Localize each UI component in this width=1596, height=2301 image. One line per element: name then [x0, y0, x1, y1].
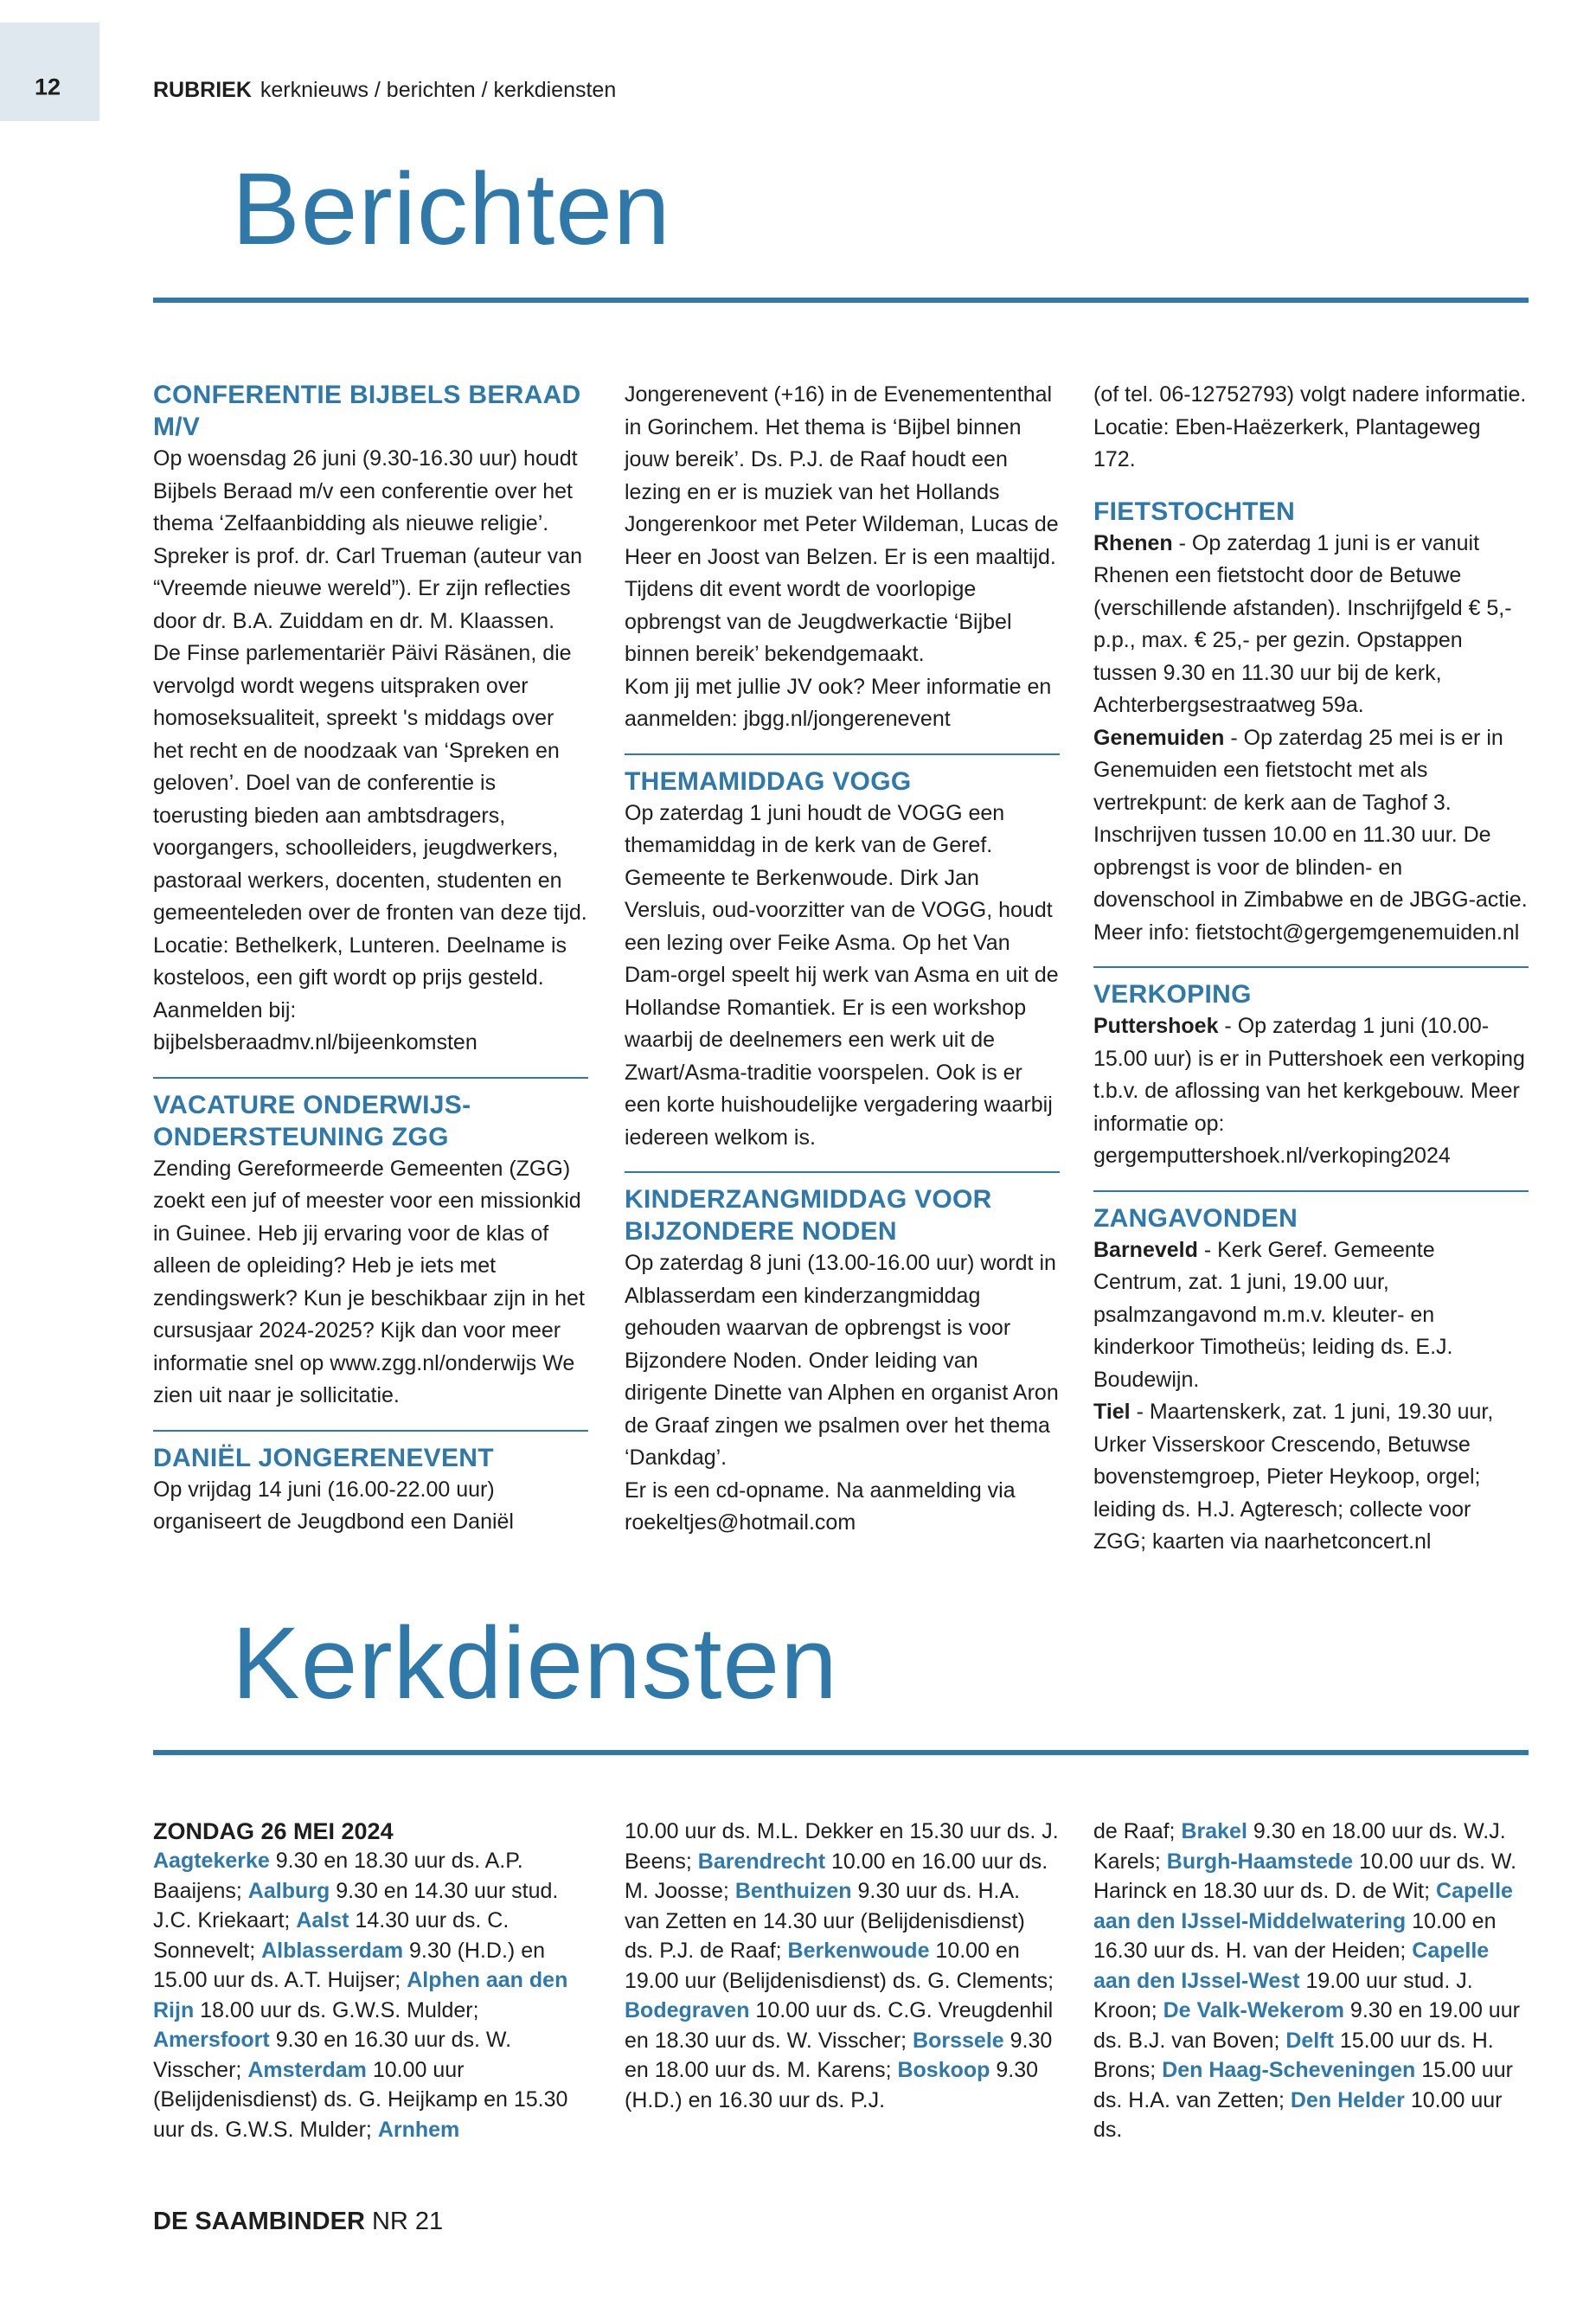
service-details: 10.00 uur (Belijdenisdienst) ds. G. Heijkamp en 15.30 uur ds. G.W.S. Mulder;: [153, 2057, 568, 2142]
service-details: 15.00 uur ds. H.A. van Zetten;: [1093, 2058, 1513, 2112]
kerkdiensten-rule: [153, 1750, 1529, 1755]
publication-name: DE SAAMBINDER: [153, 2208, 365, 2235]
text-kinderzang-1: Op zaterdag 8 juni (13.00-16.00 uur) wordt in Alblasserdam een kinderzangmiddag gehouden waarvan de opbrengst is voor Bijzondere Noden. Onder leiding van dirigente Dinette van Alphen en organist Aron de Graaf zingen we psalmen over het thema ‘Dankdag’.: [625, 1251, 1059, 1470]
text-zangavonden-tiel: [1093, 1396, 1529, 1559]
kerkdiensten-title: Kerkdiensten: [232, 1606, 838, 1721]
service-city: Amsterdam: [247, 2057, 367, 2082]
service-city: Delft: [1285, 2028, 1334, 2053]
service-city: Den Helder: [1290, 2087, 1405, 2112]
service-details: 9.30 en 18.00 uur ds. W.J. Karels;: [1093, 1819, 1506, 1874]
service-city: Alphen aan den Rijn: [153, 1968, 568, 2022]
service-city: Amersfoort: [153, 2028, 270, 2052]
service-details: 10.00 uur ds. C.G. Vreugdenhil en 18.30 uur ds. W. Visscher;: [625, 1998, 1054, 2053]
service-details: 18.00 uur ds. G.W.S. Mulder;: [194, 1997, 479, 2022]
service-details: 9.30 en 18.00 uur ds. M. Karens;: [625, 2028, 1053, 2082]
heading-vacature: VACATURE ONDERWIJS-ONDERSTEUNING ZGG: [153, 1090, 471, 1151]
text-daniel: Op vrijdag 14 juni (16.00-22.00 uur) organiseert de Jeugdbond een Daniël: [153, 1477, 514, 1534]
issue-number: NR 21: [371, 2208, 444, 2235]
text-kinderzang-2: Er is een cd-opname. Na aanmelding via roekeltjes@hotmail.com: [625, 1477, 1016, 1535]
service-city: Boskoop: [897, 2058, 990, 2082]
service-city: Aalst: [296, 1908, 349, 1932]
service-details: 9.30 en 16.30 uur ds. W. Visscher;: [153, 2028, 512, 2082]
text-fietstochten-rhenen: [1093, 528, 1529, 722]
place-puttershoek: Puttershoek: [1093, 1014, 1219, 1038]
service-list-2: [625, 1817, 1060, 2115]
divider: [1093, 1190, 1529, 1192]
divider: [625, 753, 1060, 755]
heading-kinderzang: KINDERZANGMIDDAG VOOR BIJZONDERE NODEN: [625, 1185, 992, 1246]
berichten-column-3: [1093, 379, 1529, 1559]
detail-barneveld: - Kerk Geref. Gemeente Centrum, zat. 1 juni, 19.00 uur, psalmzangavond m.m.v. kleuter- en kinderkoor Timotheüs; leiding ds. E.J. Boudewijn.: [1093, 1237, 1453, 1392]
service-city: Den Haag-Scheveningen: [1162, 2058, 1416, 2082]
service-details: 19.00 uur stud. J. Kroon;: [1093, 1968, 1473, 2022]
service-details: de Raaf;: [1093, 1819, 1182, 1843]
heading-verkoping: VERKOPING: [1093, 980, 1252, 1009]
divider: [153, 1077, 588, 1079]
text-kinderzang-continued: (of tel. 06-12752793) volgt nadere informatie. Locatie: Eben-Haëzerkerk, Plantageweg 172.: [1093, 382, 1527, 471]
place-barneveld: Barneveld: [1093, 1237, 1198, 1262]
service-details: 10.00 uur ds.: [1093, 2087, 1503, 2142]
text-daniel-continued-1: Jongerenevent (+16) in de Evenemententhal in Gorinchem. Het thema is ‘Bijbel binnen jouw bereik’. Ds. P.J. de Raaf houdt een lezing en er is muziek van het Hollands Jongerenkoor met Peter Wildeman, Lucas de Heer en Joost van Belzen. Er is een maaltijd. Tijdens dit event wordt de voorlopige opbrengst van de Jeugdwerkactie ‘Bijbel binnen bereik’ bekendgemaakt.: [625, 382, 1059, 666]
text-themamiddag: Op zaterdag 1 juni houdt de VOGG een themamiddag in de kerk van de Geref. Gemeente te Berkenwoude. Dirk Jan Versluis, oud-voorzitter van de VOGG, houdt een lezing over Feike Asma. Op het Van Dam-orgel speelt hij werk van Asma en uit de Hollandse Romantiek. Er is een workshop waarbij de deelnemers een werk uit de Zwart/Asma-traditie voorspelen. Ook is er een korte huishoudelijke vergadering waarbij iedereen welkom is.: [625, 800, 1059, 1150]
service-date: ZONDAG 26 MEI 2024: [153, 1818, 394, 1844]
detail-tiel: - Maartenskerk, zat. 1 juni, 19.30 uur, Urker Visserskoor Crescendo, Betuwse bovenstemgroep, Pieter Heykoop, orgel; leiding ds. H.J. Agteresch; collecte voor ZGG; kaarten via naarhetconcert.nl: [1093, 1400, 1494, 1554]
detail-puttershoek: - Op zaterdag 1 juni (10.00-15.00 uur) is er in Puttershoek een verkoping t.b.v. de aflossing van het kerkgebouw. Meer informatie op: gergemputtershoek.nl/verkoping2024: [1093, 1014, 1525, 1168]
publication-footer: [153, 2208, 443, 2236]
berichten-column-1: [153, 379, 588, 1539]
page-number: 12: [34, 74, 61, 100]
service-city: Borssele: [913, 2028, 1004, 2053]
detail-genemuiden: - Op zaterdag 25 mei is er in Genemuiden een fietstocht met als vertrekpunt: de kerk aan de Taghof 3. Inschrijven tussen 10.00 en 11.30 uur. De opbrengst is voor de blinden- en dovenschool in Zimbabwe en de JBGG-actie. Meer info: fietstocht@gergemgenemuiden.nl: [1093, 725, 1528, 945]
text-zangavonden-barneveld: [1093, 1234, 1529, 1397]
kerkdiensten-column-3: [1093, 1817, 1529, 2145]
place-genemuiden: Genemuiden: [1093, 725, 1225, 750]
service-details: 10.00 en 19.00 uur (Belijdenisdienst) ds. G. Clements;: [625, 1939, 1054, 1993]
berichten-title: Berichten: [232, 152, 671, 266]
text-vacature: Zending Gereformeerde Gemeenten (ZGG) zoekt een juf of meester voor een missionkid in Guinee. Heb jij ervaring voor de klas of alleen de opleiding? Heb je iets met zendingswerk? Kun je beschikbaar zijn in het cursusjaar 2024-2025? Kijk dan voor meer informatie snel op www.zgg.nl/onderwijs We zien uit naar je sollicitatie.: [153, 1156, 585, 1407]
service-details: 9.30 en 19.00 uur ds. B.J. van Boven;: [1093, 1998, 1520, 2053]
kerkdiensten-column-1: [153, 1817, 588, 2144]
service-city: Aalburg: [247, 1878, 330, 1903]
text-fietstochten-genemuiden: [1093, 722, 1529, 950]
heading-zangavonden: ZANGAVONDEN: [1093, 1203, 1298, 1233]
service-details: 10.00 en 16.30 uur ds. H. van der Heiden;: [1093, 1908, 1497, 1963]
service-details: 10.00 uur ds. M.L. Dekker en 15.30 uur ds. J. Beens;: [625, 1819, 1059, 1874]
service-city: Capelle aan den IJssel-Middelwatering: [1093, 1879, 1513, 1933]
heading-themamiddag: THEMAMIDDAG VOGG: [625, 766, 912, 796]
service-details: 9.30 (H.D.) en 16.30 uur ds. P.J.: [625, 2058, 1039, 2112]
service-city: Capelle aan den IJssel-West: [1093, 1939, 1490, 1993]
service-city: Bodegraven: [625, 1998, 750, 2022]
service-details: 9.30 en 14.30 uur stud. J.C. Kriekaart;: [153, 1878, 559, 1932]
service-city: Alblasserdam: [261, 1938, 404, 1963]
service-details: 15.00 uur ds. H. Brons;: [1093, 2028, 1494, 2082]
text-verkoping: [1093, 1010, 1529, 1173]
text-conferentie: Op woensdag 26 juni (9.30-16.30 uur) houdt Bijbels Beraad m/v een conferentie over het thema ‘Zelfaanbidding als nieuwe religie’. Spreker is prof. dr. Carl Trueman (auteur van “Vreemde nieuwe wereld”). Er zijn reflecties door dr. B.A. Zuiddam en dr. M. Klaassen. De Finse parlementariër Päivi Räsänen, die vervolgd wordt wegens uitspraken over homoseksualiteit, spreekt 's middags over het recht en de noodzaak van ‘Spreken en geloven’. Doel van de conferentie is toerusting bieden aan ambtsdragers, voorgangers, schoolleiders, jeugdwerkers, pastoraal werkers, docenten, studenten en gemeenteleden over de fronten van deze tijd. Locatie: Bethelkerk, Lunteren. Deelname is kosteloos, een gift wordt op prijs gesteld. Aanmelden bij: bijbelsberaadmv.nl/bijeenkomsten: [153, 446, 587, 1054]
service-city: Arnhem: [377, 2117, 460, 2142]
service-city: Burgh-Haamstede: [1166, 1849, 1354, 1874]
berichten-rule: [153, 298, 1529, 303]
berichten-column-2: [625, 379, 1060, 1540]
rubriek-path: kerknieuws / berichten / kerkdiensten: [260, 78, 617, 102]
rubriek-breadcrumb: [153, 78, 616, 103]
heading-daniel: DANIËL JONGERENEVENT: [153, 1443, 494, 1472]
place-rhenen: Rhenen: [1093, 530, 1173, 555]
heading-fietstochten: FIETSTOCHTEN: [1093, 497, 1296, 526]
service-list-3: [1093, 1817, 1529, 2145]
service-city: Brakel: [1181, 1819, 1247, 1843]
service-city: Barendrecht: [697, 1849, 826, 1874]
kerkdiensten-column-2: [625, 1817, 1060, 2115]
service-details: 14.30 uur ds. C. Sonnevelt;: [153, 1908, 510, 1963]
service-city: Aagtekerke: [153, 1849, 270, 1873]
service-city: Berkenwoude: [787, 1939, 930, 1963]
service-city: Benthuizen: [734, 1879, 852, 1903]
service-details: 9.30 en 18.30 uur ds. A.P. Baaijens;: [153, 1849, 523, 1903]
heading-conferentie: CONFERENTIE BIJBELS BERAAD M/V: [153, 381, 581, 441]
divider: [625, 1171, 1060, 1173]
service-city: De Valk-Wekerom: [1163, 1998, 1344, 2022]
detail-rhenen: - Op zaterdag 1 juni is er vanuit Rhenen een fietstocht door de Betuwe (verschillende afstanden). Inschrijfgeld € 5,- p.p., max. € 25,- per gezin. Opstappen tussen 9.30 en 11.30 uur bij de kerk, Achterbergsestraatweg 59a.: [1093, 530, 1512, 717]
service-details: 9.30 (H.D.) en 15.00 uur ds. A.T. Huijser;: [153, 1938, 546, 1992]
service-details: 10.00 en 16.00 uur ds. M. Joosse;: [625, 1849, 1048, 1903]
service-details: 9.30 uur ds. H.A. van Zetten en 14.30 uur (Belijdenisdienst) ds. P.J. de Raaf;: [625, 1879, 1025, 1963]
service-details: 10.00 uur ds. W. Harinck en 18.30 uur ds. D. de Wit;: [1093, 1849, 1517, 1903]
place-tiel: Tiel: [1093, 1400, 1131, 1424]
divider: [1093, 966, 1529, 968]
divider: [153, 1430, 588, 1432]
page-number-box: [0, 22, 99, 121]
text-daniel-continued-2: Kom jij met jullie JV ook? Meer informatie en aanmelden: jbgg.nl/jongerenevent: [625, 674, 1052, 731]
service-list-1: [153, 1846, 588, 2144]
rubriek-label: RUBRIEK: [153, 78, 252, 102]
